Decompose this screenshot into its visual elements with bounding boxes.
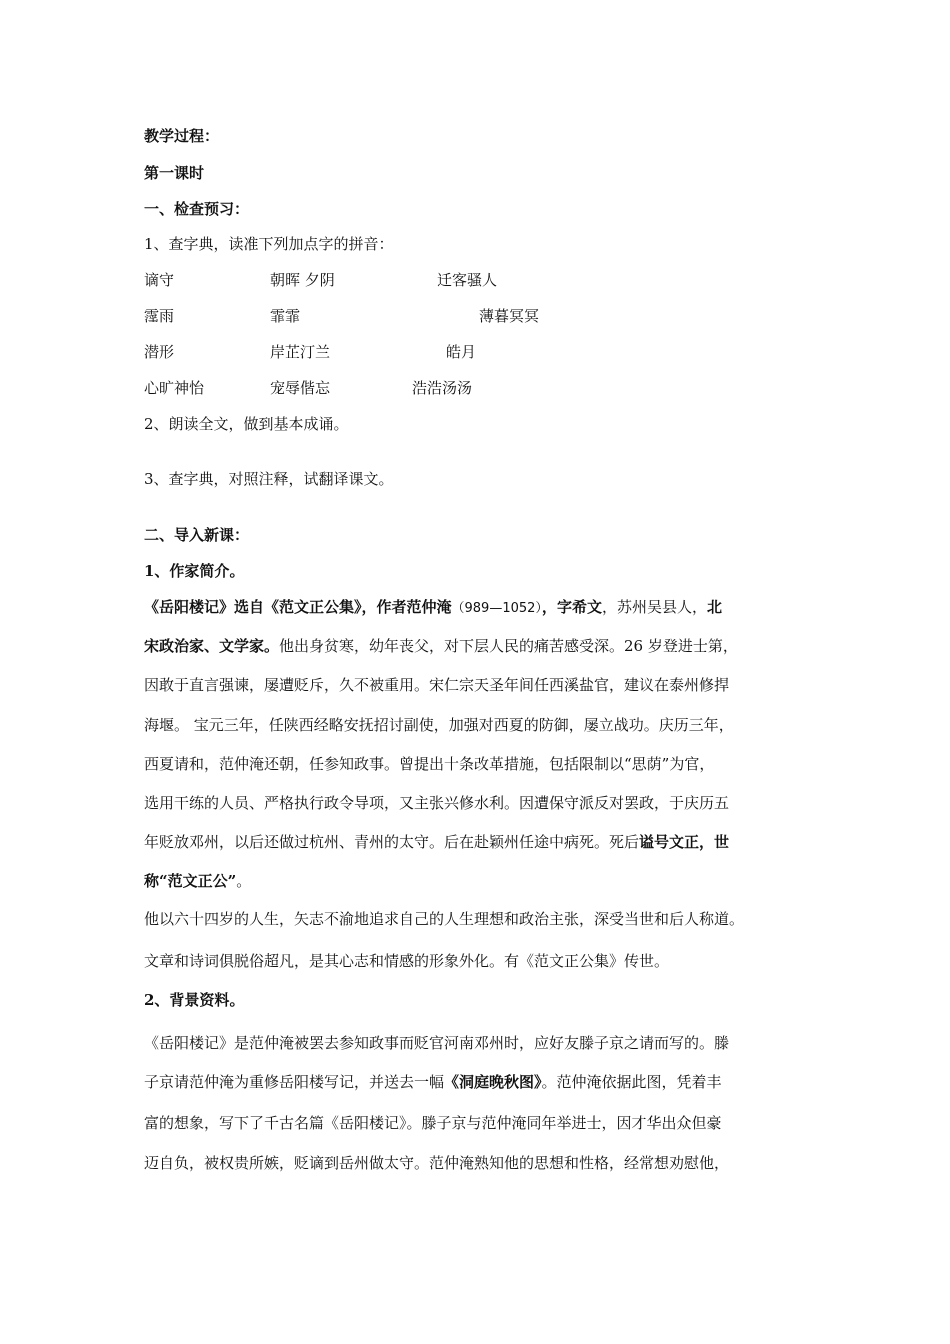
bio-bold: 谥号文正，世: [639, 833, 730, 851]
vocab-word: 霪雨: [144, 307, 175, 325]
bio-text: 他出身贫寒，幼年丧父，对下层人民的痛苦感受深。26 岁登进士第，: [279, 637, 738, 655]
bio-line: [144, 871, 251, 891]
vocab-row: [144, 378, 814, 398]
bio-line: [144, 636, 738, 656]
bio-years: （989—1052）: [451, 601, 542, 616]
section2-title: 二、导入新课：: [144, 526, 250, 544]
bio-bold: 宋政治家、文学家。: [144, 637, 280, 655]
bg-text: 。范仲淹依据此图，凭着丰: [541, 1073, 722, 1091]
section1-item3: 3、查字典，对照注释，试翻译课文。: [144, 470, 394, 488]
life-line: 文章和诗词俱脱俗超凡，是其心志和情感的形象外化。有《范文正公集》传世。: [144, 952, 670, 970]
bio-bold: 北: [706, 598, 722, 616]
bio-text: ，苏州吴县人，: [601, 598, 707, 616]
bio-line: [144, 597, 722, 619]
bio-line: 因敢于直言强谏，屡遭贬斥，久不被重用。宋仁宗天圣年间任西溪盐官，建议在泰州修捍: [144, 676, 730, 694]
life-line: 他以六十四岁的人生，矢志不渝地追求自己的人生理想和政治主张，深受当世和后人称道。: [144, 910, 745, 928]
section1-item2: 2、朗读全文，做到基本成诵。: [144, 415, 349, 433]
bio-text: 年贬放邓州，以后还做过杭州、青州的太守。后在赴颖州任途中病死。死后: [144, 833, 640, 851]
bio-line: 选用干练的人员、严格执行政令导项，又主张兴修水利。因遭保守派反对罢政，于庆历五: [144, 794, 730, 812]
lesson-title: 第一课时: [144, 164, 205, 182]
vocab-row: [144, 270, 814, 290]
bio-bold: 称“范文正公”: [144, 872, 237, 890]
vocab-row: [144, 306, 814, 326]
vocab-word: 潜形: [144, 343, 175, 361]
vocab-word: 谪守: [144, 271, 175, 289]
bio-bold: 《岳阳楼记》选自《范文正公集》，作者范仲淹: [144, 598, 452, 616]
background-line: [144, 1072, 722, 1092]
vocab-word: 朝晖 夕阴: [270, 271, 335, 289]
bio-bold: ，: [541, 598, 557, 616]
background-line: 富的想象，写下了千古名篇《岳阳楼记》。滕子京与范仲淹同年举进士，因才华出众但豪: [144, 1114, 722, 1132]
bio-line: 西夏请和，范仲淹还朝，任参知政事。曾提出十条改革措施，包括限制以“思荫”为官，: [144, 755, 715, 773]
vocab-word: 皓月: [446, 343, 477, 361]
bio-line: [144, 832, 729, 852]
vocab-word: 迁客骚人: [437, 271, 498, 289]
author-intro-subtitle: 1、作家简介。: [144, 562, 245, 580]
bio-line: 海堰。 宝元三年，任陕西经略安抚招讨副使，加强对西夏的防御，屡立战功。庆历三年，: [144, 716, 734, 734]
section1-item1: 1、查字典，读准下列加点字的拼音：: [144, 235, 394, 253]
bg-bold: 《洞庭晚秋图》: [444, 1073, 542, 1091]
background-line: 《岳阳楼记》是范仲淹被罢去参知政事而贬官河南邓州时，应好友滕子京之请而写的。滕: [144, 1034, 730, 1052]
background-subtitle: 2、背景资料。: [144, 991, 245, 1009]
vocab-word: 霏霏: [270, 307, 301, 325]
bg-text: 子京请范仲淹为重修岳阳楼写记，并送去一幅: [144, 1073, 445, 1091]
vocab-word: 宠辱偕忘: [270, 379, 331, 397]
background-line: 迈自负，被权贵所嫉，贬谪到岳州做太守。范仲淹熟知他的思想和性格，经常想劝慰他，: [144, 1154, 730, 1172]
bio-bold: 字希文: [556, 598, 602, 616]
teaching-process-heading: 教学过程：: [144, 127, 220, 145]
bio-text: 。: [236, 872, 252, 890]
vocab-row: [144, 342, 814, 362]
vocab-word: 薄暮冥冥: [479, 307, 540, 325]
vocab-word: 岸芷汀兰: [270, 343, 331, 361]
vocab-word: 心旷神怡: [144, 379, 205, 397]
vocab-word: 浩浩汤汤: [412, 379, 473, 397]
section1-title: 一、检查预习：: [144, 200, 250, 218]
